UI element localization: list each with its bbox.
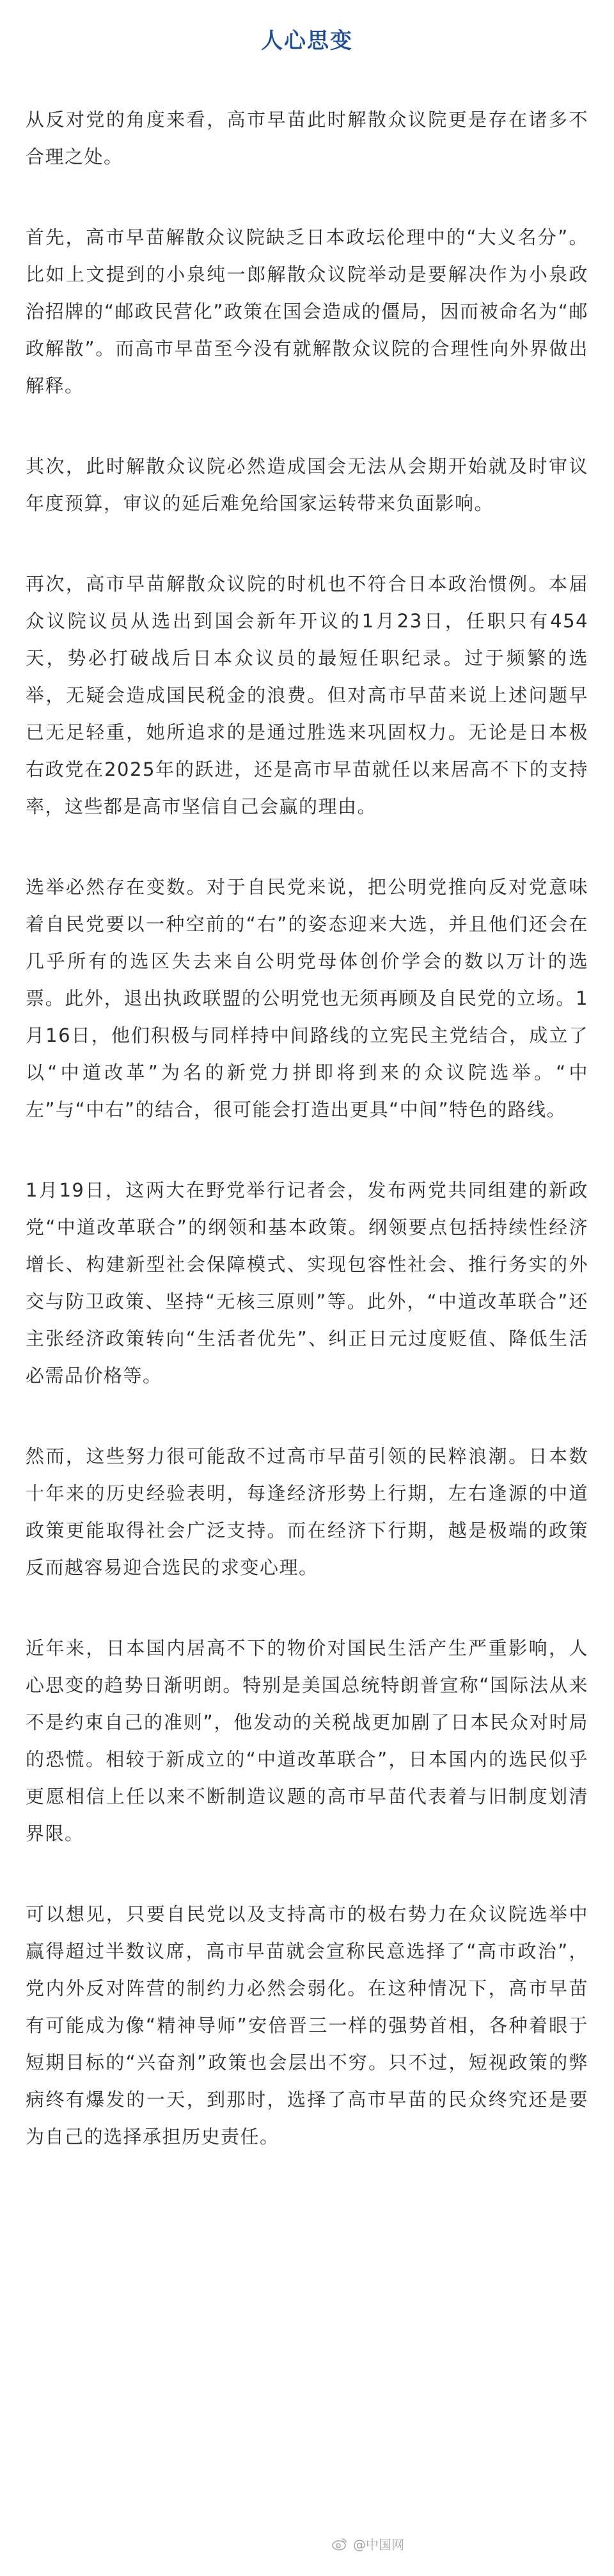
watermark-text: @中国网 <box>353 2537 404 2552</box>
paragraph-6: 1月19日，这两大在野党举行记者会，发布两党共同组建的新政党“中道改革联合”的纲领和基本政策。纲领要点包括持续性经济增长、构建新型社会保障模式、实现包容性社会、推行务实的外交与防卫政策、坚持“无核三原则”等。此外，“中道改革联合”还主张经济政策转向“生活者优先”、纠正日元过度贬值、降低生活必需品价格等。 <box>26 1179 588 1386</box>
paragraph-1: 从反对党的角度来看，高市早苗此时解散众议院更是存在诸多不合理之处。 <box>26 109 588 168</box>
paragraph-3: 其次，此时解散众议院必然造成国会无法从会期开始就及时审议年度预算，审议的延后难免给国家运转带来负面影响。 <box>26 455 588 514</box>
paragraph-7: 然而，这些努力很可能敌不过高市早苗引领的民粹浪潮。日本数十年来的历史经验表明，每逢经济形势上行期，左右逢源的中道政策更能取得社会广泛支持。而在经济下行期，越是极端的政策反而越容易迎合选民的求变心理。 <box>26 1445 588 1578</box>
paragraph-4: 再次，高市早苗解散众议院的时机也不符合日本政治惯例。本届众议院议员从选出到国会新年开议的1月23日，任职只有454天，势必打破战后日本众议员的最短任职纪录。过于频繁的选举，无疑会造成国民税金的浪费。但对高市早苗来说上述问题早已无足轻重，她所追求的是通过胜选来巩固权力。无论是日本极右政党在2025年的跃进，还是高市早苗就任以来居高不下的支持率，这些都是高市坚信自己会赢的理由。 <box>26 573 588 817</box>
weibo-logo-icon <box>331 2536 348 2552</box>
paragraph-9: 可以想见，只要自民党以及支持高市的极右势力在众议院选举中赢得超过半数议席，高市早苗就会宣称民意选择了“高市政治”，党内外反对阵营的制约力必然会弱化。在这种情况下，高市早苗有可能成为像“精神导师”安倍晋三一样的强势首相，各种着眼于短期目标的“兴奋剂”政策也会层出不穷。只不过，短视政策的弊病终有爆发的一天，到那时，选择了高市早苗的民众终究还是要为自己的选择承担历史责任。 <box>26 1903 588 2148</box>
article-title: 人心思变 <box>261 28 353 54</box>
paragraph-5: 选举必然存在变数。对于自民党来说，把公明党推向反对党意味着自民党要以一种空前的“右”的姿态迎来大选，并且他们还会在几乎所有的选区失去来自公明党母体创价学会的数以万计的选票。此外，退出执政联盟的公明党也无须再顾及自民党的立场。1月16日，他们积极与同样持中间路线的立宪民主党结合，成立了以“中道改革”为名的新党力拼即将到来的众议院选举。“中左”与“中右”的结合，很可能会打造出更具“中间”特色的路线。 <box>26 876 588 1120</box>
paragraph-8: 近年来，日本国内居高不下的物价对国民生活产生严重影响，人心思变的趋势日渐明朗。特别是美国总统特朗普宣称“国际法从来不是约束自己的准则”，他发动的关税战更加剧了日本民众对时局的恐慌。相较于新成立的“中道改革联合”，日本国内的选民似乎更愿相信上任以来不断制造议题的高市早苗代表着与旧制度划清界限。 <box>26 1637 588 1844</box>
paragraph-2: 首先，高市早苗解散众议院缺乏日本政坛伦理中的“大义名分”。比如上文提到的小泉纯一郎解散众议院举动是要解决作为小泉政治招牌的“邮政民营化”政策在国会造成的僵局，因而被命名为“邮政解散”。而高市早苗至今没有就解散众议院的合理性向外界做出解释。 <box>26 226 588 397</box>
source-watermark <box>331 2534 404 2553</box>
